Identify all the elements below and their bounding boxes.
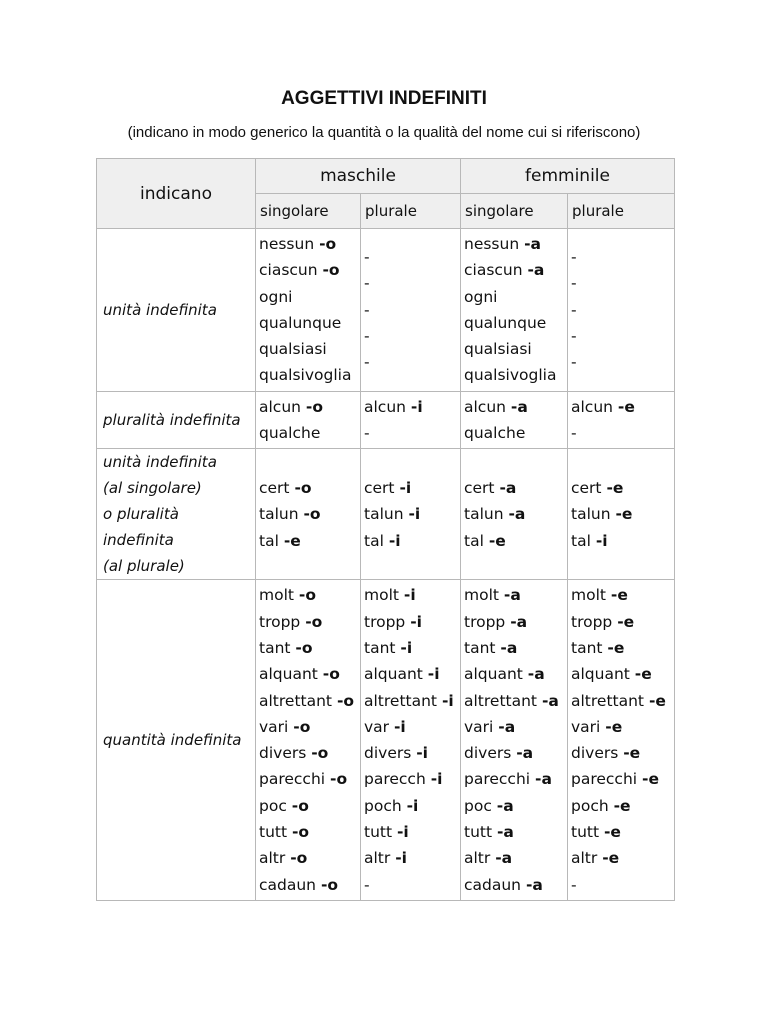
word-form (571, 420, 674, 446)
word-stem: tropp (364, 612, 411, 631)
word-stem: cert (259, 478, 295, 497)
word-stem: poch (364, 796, 407, 815)
word-stem: qualche (259, 424, 321, 443)
word-form (364, 475, 460, 501)
cell-maschile-singolare (256, 391, 361, 449)
cell-maschile-singolare (256, 580, 361, 901)
word-form (464, 501, 567, 527)
word-ending: -i (388, 531, 401, 550)
word-ending: -o (294, 478, 312, 497)
cell-femminile-plurale (568, 580, 675, 901)
word-stem: - (364, 424, 370, 443)
word-stem: molt (259, 586, 299, 605)
word-form (259, 766, 360, 792)
word-ending: -o (295, 638, 313, 657)
word-ending: -e (642, 770, 659, 789)
word-form (364, 872, 460, 898)
word-form (464, 394, 567, 420)
word-stem: - (364, 274, 370, 293)
word-form (464, 661, 567, 687)
word-stem: molt (571, 586, 611, 605)
word-stem: tant (571, 638, 608, 657)
word-form (464, 310, 567, 336)
row-label (97, 391, 256, 449)
row-label-line: unità indefinita (103, 300, 217, 319)
word-ending: -o (293, 717, 311, 736)
word-form (364, 528, 460, 554)
word-ending: -e (283, 531, 301, 550)
word-stem: tant (464, 638, 501, 657)
word-ending: -o (305, 397, 323, 416)
word-ending: -i (441, 691, 454, 710)
word-form (259, 284, 360, 310)
word-stem: var (364, 717, 394, 736)
word-form (571, 270, 674, 296)
word-ending: -o (290, 849, 308, 868)
header-singolare-maschile: singolare (256, 194, 361, 229)
word-ending: -i (430, 770, 443, 789)
word-form (571, 740, 674, 766)
cell-femminile-singolare (461, 580, 568, 901)
word-form (571, 845, 674, 871)
word-form (571, 609, 674, 635)
word-form (259, 740, 360, 766)
word-stem: poc (259, 796, 292, 815)
word-ending: -e (617, 612, 635, 631)
word-form (571, 793, 674, 819)
word-ending: -i (406, 796, 419, 815)
word-ending: -e (648, 691, 666, 710)
word-ending: -a (527, 665, 545, 684)
header-indicano: indicano (97, 159, 256, 229)
word-form (571, 819, 674, 845)
word-stem: qualunque (259, 313, 342, 332)
word-stem: cert (571, 478, 607, 497)
word-form (364, 661, 460, 687)
word-ending: -a (499, 478, 517, 497)
word-form (464, 420, 567, 446)
word-ending: -i (408, 505, 421, 524)
word-form (259, 420, 360, 446)
table-body (97, 229, 675, 901)
word-ending: -a (525, 875, 543, 894)
word-form (464, 475, 567, 501)
word-ending: -i (400, 638, 413, 657)
word-ending: -a (500, 638, 518, 657)
word-ending: -o (291, 823, 310, 842)
word-form (364, 609, 460, 635)
word-ending: -i (410, 397, 423, 416)
word-stem: qualsiasi (259, 340, 327, 359)
word-stem: tutt (464, 823, 497, 842)
word-stem: ogni (259, 287, 293, 306)
word-form (259, 394, 360, 420)
word-ending: -a (496, 796, 514, 815)
word-stem: vari (571, 717, 606, 736)
cell-maschile-singolare (256, 229, 361, 392)
word-form (364, 323, 460, 349)
word-ending: -a (510, 397, 528, 416)
word-ending: -a (510, 612, 528, 631)
word-form (571, 528, 674, 554)
word-ending: -a (524, 235, 541, 253)
word-form (259, 845, 360, 871)
row-label (97, 449, 256, 580)
word-ending: -a (503, 586, 521, 605)
word-form (364, 688, 460, 714)
word-stem: vari (259, 717, 294, 736)
word-stem: poch (571, 796, 614, 815)
word-form (464, 714, 567, 740)
word-stem: tropp (571, 612, 618, 631)
word-form (259, 362, 360, 388)
page-subtitle: (indicano in modo generico la quantità o la qualità del nome cui si riferiscono) (127, 124, 641, 141)
word-ending: -e (603, 823, 621, 842)
word-stem: alcun (464, 397, 511, 416)
row-label-line: (al singolare) (103, 479, 202, 498)
word-stem: alquant (259, 665, 323, 684)
word-ending: -o (320, 875, 339, 894)
word-stem: nessun (464, 235, 525, 253)
cell-maschile-plurale (361, 580, 461, 901)
word-stem: tal (259, 531, 284, 550)
word-form (259, 231, 360, 257)
word-ending: -e (606, 478, 624, 497)
word-form (364, 845, 460, 871)
word-ending: -e (488, 531, 506, 550)
word-ending: -a (527, 261, 545, 280)
word-form (571, 714, 674, 740)
word-form (364, 740, 460, 766)
word-ending: -i (416, 744, 428, 763)
word-stem: - (364, 353, 370, 372)
row-label (97, 580, 256, 901)
word-form (364, 793, 460, 819)
word-stem: - (571, 327, 577, 346)
word-form (464, 688, 567, 714)
word-ending: -e (615, 505, 633, 524)
word-stem: parecch (364, 770, 431, 789)
cell-maschile-plurale (361, 449, 461, 580)
word-ending: -o (303, 505, 321, 524)
word-form (259, 336, 360, 362)
table-row (97, 391, 675, 449)
word-form (464, 793, 567, 819)
word-ending: -o (298, 586, 316, 605)
indefinite-adjectives-table (96, 158, 675, 901)
word-ending: -o (311, 744, 329, 763)
word-stem: - (571, 274, 577, 293)
word-ending: -e (607, 638, 625, 657)
word-form (571, 872, 674, 898)
row-label (97, 229, 256, 392)
word-ending: -e (602, 849, 620, 868)
word-form (464, 766, 567, 792)
word-form (464, 284, 567, 310)
word-ending: -e (634, 665, 652, 684)
word-form (259, 609, 360, 635)
table-row (97, 229, 675, 392)
table-row (97, 580, 675, 901)
word-stem: cadaun (464, 875, 526, 894)
word-form (364, 270, 460, 296)
word-form (571, 501, 674, 527)
word-stem: molt (464, 586, 504, 605)
word-stem: molt (364, 586, 404, 605)
word-stem: tal (364, 531, 389, 550)
word-stem: alquant (464, 665, 528, 684)
word-stem: altrettant (364, 691, 442, 710)
word-form (464, 336, 567, 362)
word-form (259, 635, 360, 661)
cell-femminile-plurale (568, 229, 675, 392)
row-label-line: unità indefinita (103, 453, 217, 472)
word-form (571, 394, 674, 420)
word-form (364, 582, 460, 608)
word-form (571, 349, 674, 375)
word-stem: - (571, 424, 577, 443)
word-stem: altrettant (259, 691, 337, 710)
word-stem: talun (464, 505, 509, 524)
word-ending: -i (410, 612, 422, 631)
header-femminile: femminile (461, 159, 675, 194)
word-form (571, 475, 674, 501)
word-stem: - (364, 300, 370, 319)
word-form (364, 501, 460, 527)
word-ending: -e (617, 397, 635, 416)
cell-maschile-plurale (361, 391, 461, 449)
word-ending: -o (322, 665, 340, 684)
cell-femminile-plurale (568, 391, 675, 449)
word-form (571, 323, 674, 349)
word-form (259, 310, 360, 336)
word-stem: tropp (464, 612, 511, 631)
cell-femminile-plurale (568, 449, 675, 580)
word-ending: -o (330, 770, 348, 789)
word-form (259, 501, 360, 527)
word-stem: tutt (364, 823, 397, 842)
word-form (364, 635, 460, 661)
word-stem: altr (259, 849, 291, 868)
word-ending: -o (322, 261, 340, 280)
word-form (364, 244, 460, 270)
word-stem: divers (259, 744, 312, 763)
row-label-line: quantità indefinita (103, 731, 242, 750)
word-ending: -i (395, 849, 407, 868)
cell-maschile-singolare (256, 449, 361, 580)
word-stem: altr (364, 849, 396, 868)
word-form (364, 714, 460, 740)
word-stem: tropp (259, 612, 306, 631)
word-stem: talun (259, 505, 304, 524)
word-stem: - (364, 327, 370, 346)
word-stem: divers (364, 744, 417, 763)
word-form (571, 582, 674, 608)
word-ending: -o (336, 691, 355, 710)
word-form (259, 475, 360, 501)
word-ending: -o (319, 235, 337, 253)
word-form (464, 740, 567, 766)
word-form (364, 349, 460, 375)
word-form (464, 845, 567, 871)
word-stem: qualunque (464, 313, 547, 332)
word-form (259, 528, 360, 554)
word-form (571, 661, 674, 687)
word-stem: qualsiasi (464, 340, 532, 359)
word-form (364, 297, 460, 323)
word-stem: divers (571, 744, 624, 763)
word-form (364, 766, 460, 792)
word-stem: divers (464, 744, 517, 763)
word-stem: - (571, 875, 577, 894)
cell-femminile-singolare (461, 391, 568, 449)
word-stem: alcun (364, 397, 411, 416)
word-stem: - (571, 300, 577, 319)
word-form (571, 244, 674, 270)
word-stem: ogni (464, 287, 498, 306)
word-form (571, 766, 674, 792)
row-label-line: (al plurale) (103, 557, 185, 576)
word-ending: -i (595, 531, 608, 550)
word-ending: -i (403, 586, 416, 605)
word-form (364, 420, 460, 446)
cell-maschile-plurale (361, 229, 461, 392)
word-ending: -o (305, 612, 323, 631)
word-form (464, 635, 567, 661)
word-stem: ciascun (464, 261, 528, 280)
header-plurale-maschile: plurale (361, 194, 461, 229)
word-stem: tutt (259, 823, 292, 842)
word-stem: tant (364, 638, 401, 657)
word-form (571, 635, 674, 661)
word-form (464, 872, 567, 898)
word-ending: -a (498, 717, 516, 736)
word-ending: -a (541, 691, 559, 710)
word-ending: -i (393, 717, 406, 736)
word-form (571, 297, 674, 323)
word-stem: parecchi (464, 770, 536, 789)
word-form (464, 257, 567, 283)
word-stem: cert (464, 478, 500, 497)
row-label-line: o pluralità (103, 505, 179, 524)
cell-femminile-singolare (461, 449, 568, 580)
header-singolare-femminile: singolare (461, 194, 568, 229)
word-form (464, 609, 567, 635)
row-label-line: pluralità indefinita (103, 411, 241, 430)
word-stem: nessun (259, 235, 320, 253)
word-form (259, 793, 360, 819)
header-maschile: maschile (256, 159, 461, 194)
cell-femminile-singolare (461, 229, 568, 392)
word-ending: -i (396, 823, 409, 842)
word-stem: qualsivoglia (259, 366, 352, 385)
word-stem: - (571, 248, 577, 267)
word-form (259, 872, 360, 898)
word-ending: -e (605, 717, 623, 736)
word-form (464, 231, 567, 257)
word-ending: -e (623, 744, 641, 763)
word-ending: -a (496, 823, 514, 842)
word-stem: talun (364, 505, 409, 524)
word-ending: -o (291, 796, 309, 815)
word-stem: - (364, 875, 370, 894)
word-stem: tant (259, 638, 296, 657)
word-stem: alquant (364, 665, 428, 684)
table-row (97, 449, 675, 580)
word-stem: parecchi (259, 770, 331, 789)
word-form (464, 528, 567, 554)
word-stem: tutt (571, 823, 604, 842)
word-stem: talun (571, 505, 616, 524)
word-form (259, 688, 360, 714)
word-ending: -e (613, 796, 631, 815)
word-stem: cert (364, 478, 400, 497)
word-stem: altrettant (464, 691, 542, 710)
word-form (259, 661, 360, 687)
word-stem: vari (464, 717, 499, 736)
word-ending: -i (427, 665, 440, 684)
word-stem: altr (571, 849, 603, 868)
word-ending: -a (495, 849, 513, 868)
page-title: AGGETTIVI INDEFINITI (281, 88, 487, 109)
word-form (571, 688, 674, 714)
word-stem: altr (464, 849, 496, 868)
row-label-line: indefinita (103, 531, 174, 550)
word-stem: ciascun (259, 261, 323, 280)
word-form (259, 582, 360, 608)
word-stem: qualche (464, 424, 526, 443)
word-form (259, 714, 360, 740)
word-stem: altrettant (571, 691, 649, 710)
header-plurale-femminile: plurale (568, 194, 675, 229)
word-ending: -i (399, 478, 412, 497)
word-form (364, 394, 460, 420)
word-stem: poc (464, 796, 497, 815)
word-stem: tal (464, 531, 489, 550)
word-form (464, 362, 567, 388)
word-stem: alquant (571, 665, 635, 684)
word-ending: -a (516, 744, 534, 763)
word-stem: cadaun (259, 875, 321, 894)
word-stem: qualsivoglia (464, 366, 557, 385)
word-stem: alcun (259, 397, 306, 416)
word-form (364, 819, 460, 845)
word-ending: -a (508, 505, 526, 524)
word-ending: -e (610, 586, 628, 605)
word-ending: -a (535, 770, 552, 789)
word-form (464, 819, 567, 845)
word-stem: - (364, 248, 370, 267)
word-stem: parecchi (571, 770, 643, 789)
word-stem: tal (571, 531, 596, 550)
word-stem: - (571, 353, 577, 372)
word-form (259, 257, 360, 283)
word-form (464, 582, 567, 608)
word-stem: alcun (571, 397, 618, 416)
word-form (259, 819, 360, 845)
